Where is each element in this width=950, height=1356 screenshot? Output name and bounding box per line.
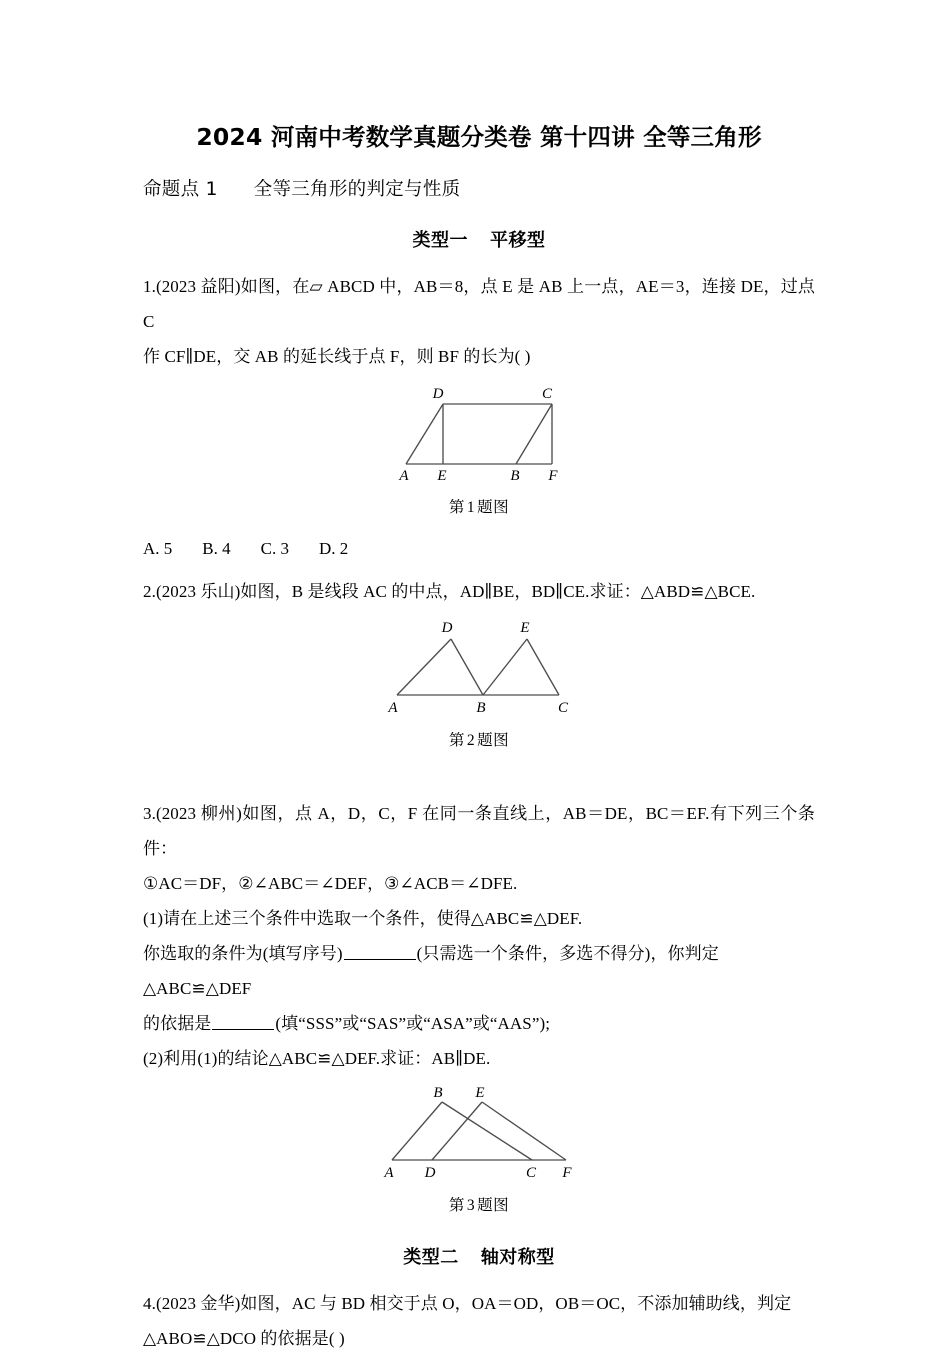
section-heading-text: 全等三角形的判定与性质: [253, 179, 461, 201]
figure-3-svg: [376, 1086, 582, 1182]
figure-3-caption-suffix: 题图: [477, 1196, 510, 1215]
figure-3-label-D: D: [424, 1165, 436, 1182]
figure-2-label-A: A: [388, 700, 398, 717]
option-c[interactable]: C. 3: [260, 539, 289, 559]
type-heading-one: [143, 201, 815, 252]
spacer-between-q2-q3: [143, 750, 815, 796]
figure-1-caption-number: 1: [466, 499, 476, 517]
figure-3-segment-AB: [392, 1102, 442, 1160]
question-3-fill-suffix: (只需选一个条件，多选不得分)，你判定△ABC≌△DEF: [143, 944, 719, 999]
section-heading-label: 命题点 1: [143, 179, 218, 201]
figure-1-label-A: A: [399, 468, 409, 485]
figure-3: [143, 1076, 815, 1215]
question-3-fill-line-2: [143, 1006, 815, 1041]
figure-1: [143, 374, 815, 517]
figure-1-label-F: F: [548, 468, 558, 485]
question-1-line-2: 作 CF∥DE，交 AB 的延长线于点 F，则 BF 的长为( ): [143, 347, 531, 367]
figure-3-segment-BC: [442, 1102, 532, 1160]
figure-2-caption-number: 2: [466, 732, 476, 750]
section-heading: [143, 151, 815, 201]
figure-2-label-B: B: [476, 700, 486, 717]
question-3-line-1: 3.(2023 柳州)如图，点 A，D，C，F 在同一条直线上，AB＝DE，BC＝EF.有下列三个条件：: [143, 804, 815, 859]
question-4-line-2: △ABO≌△DCO 的依据是( ): [143, 1329, 345, 1349]
figure-2-caption-suffix: 题图: [477, 731, 510, 750]
figure-1-label-B: B: [510, 468, 520, 485]
figure-1-svg: [386, 386, 572, 484]
figure-1-label-E: E: [437, 468, 447, 485]
option-b[interactable]: B. 4: [202, 539, 231, 559]
option-d[interactable]: D. 2: [318, 539, 349, 559]
question-4: [143, 1269, 815, 1356]
question-3-fill-prefix: 你选取的条件为(填写序号): [143, 944, 343, 964]
question-2-line-1: 2.(2023 乐山)如图，B 是线段 AC 的中点，AD∥BE，BD∥CE.求证：△ABD≌△BCE.: [143, 582, 756, 602]
figure-2-caption-prefix: 第: [448, 731, 465, 750]
figure-2-segment-BE: [483, 639, 527, 695]
figure-1-label-D: D: [432, 386, 444, 403]
figure-1-caption-suffix: 题图: [477, 498, 510, 517]
figure-3-caption: [143, 1187, 815, 1215]
option-a[interactable]: A. 5: [143, 539, 173, 559]
question-3-part-2: (2)利用(1)的结论△ABC≌△DEF.求证：AB∥DE.: [143, 1049, 491, 1069]
question-1-options: [143, 517, 815, 562]
question-2: [143, 562, 815, 750]
question-3-basis-prefix: 的依据是: [143, 1014, 212, 1034]
figure-2-svg: [379, 617, 579, 717]
figure-2-label-E: E: [520, 620, 530, 637]
figure-1-segment-BC: [516, 404, 552, 464]
figure-3-caption-prefix: 第: [448, 1196, 465, 1215]
question-3-fill-line-1: [143, 936, 815, 1006]
figure-2-segment-AD: [397, 639, 451, 695]
figure-3-label-A: A: [384, 1165, 394, 1182]
question-4-line-1: 4.(2023 金华)如图，AC 与 BD 相交于点 O，OA＝OD，OB＝OC，不添加辅助线，判定: [143, 1294, 792, 1314]
type-two-name: 轴对称型: [480, 1247, 555, 1269]
question-3-part-1: (1)请在上述三个条件中选取一个条件，使得△ABC≌△DEF.: [143, 909, 583, 929]
page-title: 2024 河南中考数学真题分类卷 第十四讲 全等三角形: [196, 123, 762, 151]
question-3: [143, 796, 815, 1215]
figure-2-label-C: C: [557, 700, 569, 717]
page-content: [143, 0, 815, 1356]
figure-1-label-C: C: [541, 386, 553, 403]
answer-blank-sequence[interactable]: [344, 946, 416, 960]
figure-1-side-AD: [406, 404, 443, 464]
question-3-basis-suffix: (填“SSS”或“SAS”或“ASA”或“AAS”);: [275, 1014, 551, 1034]
figure-1-caption: [143, 489, 815, 517]
figure-3-label-B: B: [433, 1086, 443, 1102]
figure-3-segment-DE: [432, 1102, 482, 1160]
figure-3-segment-EF: [482, 1102, 566, 1160]
question-1-line-1: 1.(2023 益阳)如图，在▱ ABCD 中，AB＝8，点 E 是 AB 上一点，AE＝3，连接 DE，过点 C: [143, 277, 815, 332]
question-3-line-2: ①AC＝DF，②∠ABC＝∠DEF，③∠ACB＝∠DFE.: [143, 874, 518, 894]
figure-2-segment-EC: [527, 639, 559, 695]
type-two-label: 类型二: [403, 1247, 459, 1269]
figure-2: [143, 609, 815, 750]
figure-1-caption-prefix: 第: [448, 498, 465, 517]
figure-3-label-F: F: [562, 1165, 572, 1182]
type-heading-two: [143, 1215, 815, 1269]
figure-2-segment-DB: [451, 639, 483, 695]
question-1: [143, 252, 815, 562]
type-one-name: 平移型: [490, 230, 546, 252]
figure-2-caption: [143, 722, 815, 750]
figure-2-label-D: D: [441, 620, 453, 637]
figure-3-label-E: E: [475, 1086, 485, 1102]
figure-3-label-C: C: [525, 1165, 537, 1182]
figure-3-caption-number: 3: [466, 1197, 476, 1215]
type-one-label: 类型一: [412, 230, 468, 252]
answer-blank-basis[interactable]: [212, 1016, 274, 1030]
